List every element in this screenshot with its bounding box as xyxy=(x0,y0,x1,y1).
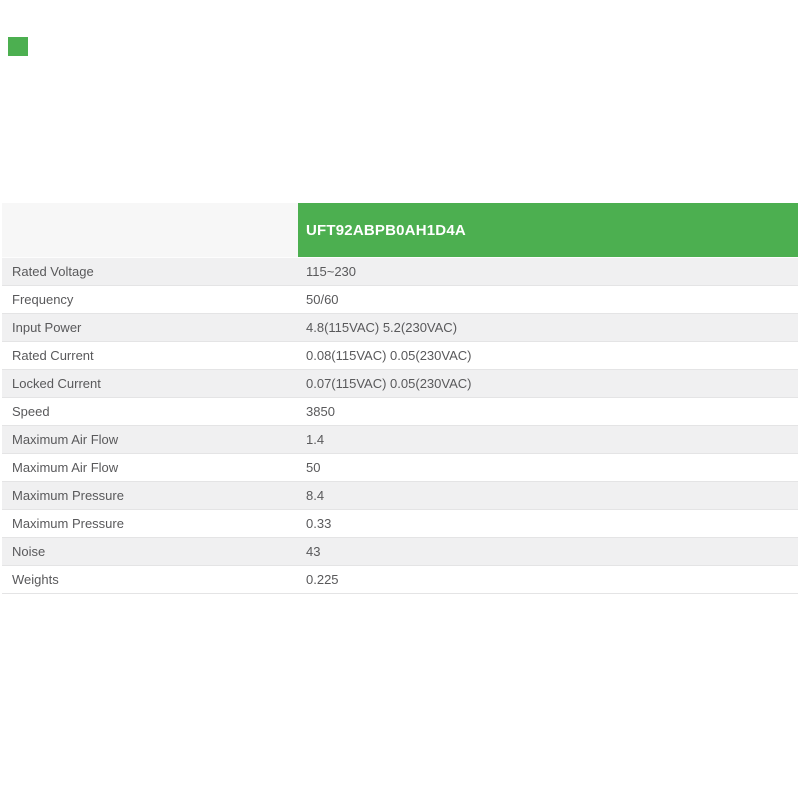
table-row xyxy=(2,566,798,594)
row-value: 3850 xyxy=(306,404,335,419)
row-label: Rated Voltage xyxy=(12,264,94,279)
table-row xyxy=(2,426,798,454)
row-label: Weights xyxy=(12,572,59,587)
table-row xyxy=(2,370,798,398)
table-row xyxy=(2,314,798,342)
table-row xyxy=(2,454,798,482)
row-label: Input Power xyxy=(12,320,82,335)
table-row xyxy=(2,258,798,286)
green-square-icon xyxy=(8,37,28,56)
row-label: Speed xyxy=(12,404,50,419)
row-label: Maximum Air Flow xyxy=(12,460,119,475)
row-label: Maximum Air Flow xyxy=(12,432,119,447)
spec-table-header xyxy=(2,203,798,258)
spec-table xyxy=(2,203,798,594)
row-value: 115~230 xyxy=(306,264,357,279)
model-header-cell: UFT92ABPB0AH1D4A xyxy=(298,203,798,257)
row-value: 8.4 xyxy=(306,488,325,503)
row-label: Maximum Pressure xyxy=(12,488,124,503)
table-row xyxy=(2,482,798,510)
row-label: Frequency xyxy=(12,292,74,307)
row-value: 4.8(115VAC) 5.2(230VAC) xyxy=(306,320,458,335)
row-label: Locked Current xyxy=(12,376,101,391)
header-corner-cell xyxy=(2,203,298,257)
table-row xyxy=(2,342,798,370)
row-value: 0.33 xyxy=(306,516,332,531)
row-value: 1.4 xyxy=(306,432,325,447)
table-row xyxy=(2,510,798,538)
table-row xyxy=(2,398,798,426)
row-value: 0.225 xyxy=(306,572,339,587)
row-label: Noise xyxy=(12,544,46,559)
row-label: Rated Current xyxy=(12,348,94,363)
row-value: 43 xyxy=(306,544,321,559)
table-row xyxy=(2,286,798,314)
spec-table-body xyxy=(2,258,798,594)
table-row xyxy=(2,538,798,566)
row-label: Maximum Pressure xyxy=(12,516,124,531)
row-value: 0.07(115VAC) 0.05(230VAC) xyxy=(306,376,472,391)
row-value: 50 xyxy=(306,460,321,475)
row-value: 0.08(115VAC) 0.05(230VAC) xyxy=(306,348,472,363)
row-value: 50/60 xyxy=(306,292,339,307)
